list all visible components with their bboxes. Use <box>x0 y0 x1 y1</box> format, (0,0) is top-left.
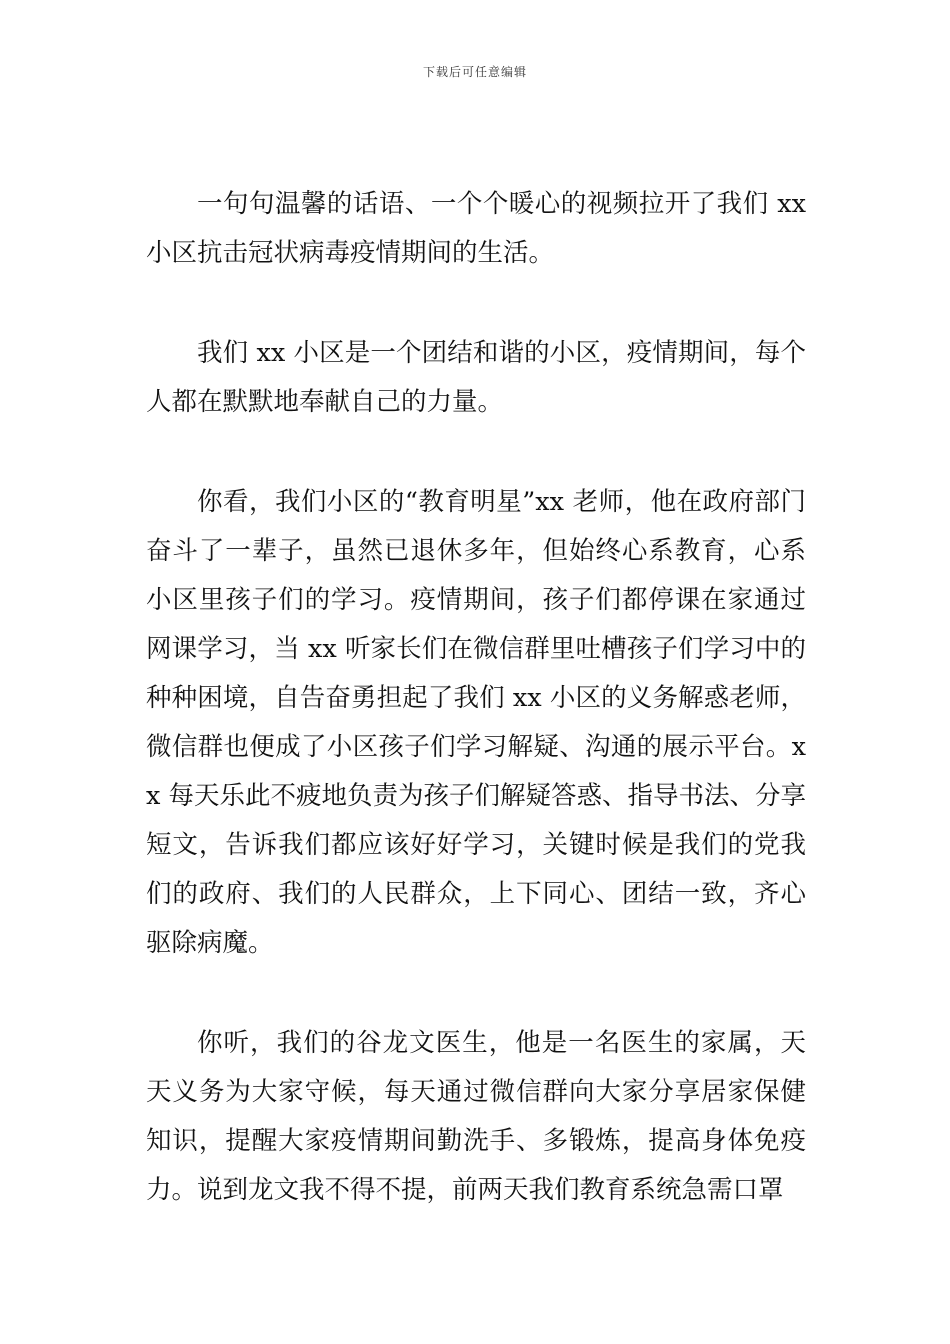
paragraph-4: 你听，我们的谷龙文医生，他是一名医生的家属，天天义务为大家守候，每天通过微信群向大家分享居家保健知识，提醒大家疫情期间勤洗手、多锻炼，提高身体免疫力。说到龙文我不得不提，前两天我们教育系统急需口罩 <box>146 1028 806 1205</box>
page-header: 下载后可任意编辑 <box>422 65 527 79</box>
document-body <box>146 180 806 1215</box>
paragraph-2: 我们 xx 小区是一个团结和谐的小区，疫情期间，每个人都在默默地奉献自己的力量。 <box>146 338 806 417</box>
paragraph-3: 你看，我们小区的“教育明星”xx 老师，他在政府部门奋斗了一辈子，虽然已退休多年，但始终心系教育，心系小区里孩子们的学习。疫情期间，孩子们都停课在家通过网课学习，当 xx 听家长们在微信群里吐槽孩子们学习中的种种困境，自告奋勇担起了我们 xx 小区的义务解惑老师，微信群也便成了小区孩子们学习解疑、沟通的展示平台。xx 每天乐此不疲地负责为孩子们解疑答惑、指导书法、分享短文，告诉我们都应该好好学习，关键时候是我们的党我们的政府、我们的人民群众，上下同心、团结一致，齐心驱除病魔。 <box>146 487 806 958</box>
paragraph-1: 一句句温馨的话语、一个个暖心的视频拉开了我们 xx 小区抗击冠状病毒疫情期间的生活。 <box>146 189 806 268</box>
